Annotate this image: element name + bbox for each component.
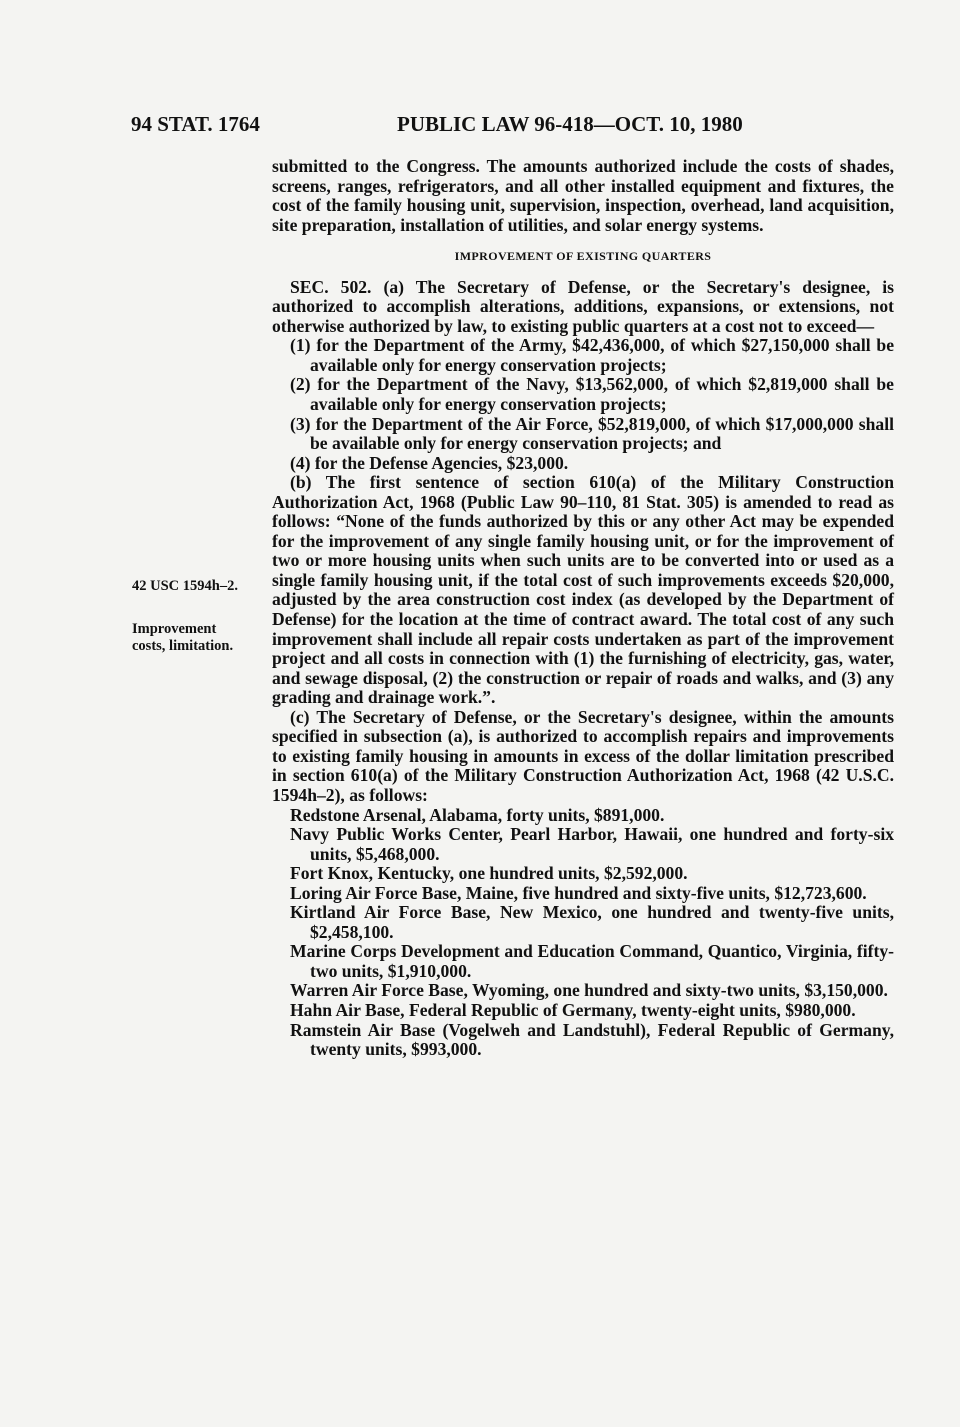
list-item: Warren Air Force Base, Wyoming, one hundred and sixty-two units, $3,150,000. [290, 980, 888, 1001]
list-item: Marine Corps Development and Education Command, Quantico, Virginia, fifty-two units, $1,910,000. [290, 941, 894, 981]
list-item: Loring Air Force Base, Maine, five hundred and sixty-five units, $12,723,600. [290, 882, 867, 903]
sec-502-c: (c) The Secretary of Defense, or the Secretary's designee, within the amounts specified in subsection (a), is authorized to accomplish repairs and improvements to existing family housing in amounts in excess of the dollar limitation prescribed in section 610(a) of the Military Construction Authorization Act, 1968 (42 U.S.C. 1594h–2), as follows: [272, 706, 894, 805]
list-item: Navy Public Works Center, Pearl Harbor, Hawaii, one hundred and forty-six units, $5,468,000. [290, 824, 894, 864]
margin-note-improvement [132, 621, 262, 655]
list-item: Ramstein Air Base (Vogelweh and Landstuhl), Federal Republic of Germany, twenty units, $993,000. [290, 1019, 894, 1060]
public-law-title: PUBLIC LAW 96-418—OCT. 10, 1980 [397, 112, 743, 136]
margin-note-usc: 42 USC 1594h–2. [132, 578, 238, 594]
list-item: (3) for the Department of the Air Force, $52,819,000, of which $17,000,000 shall be available only for energy conservation projects; and [290, 413, 894, 454]
body-text [272, 157, 894, 1060]
sec-502-b: (b) The first sentence of section 610(a) of the Military Construction Authorization Act, 1968 (Public Law 90–110, 81 Stat. 305) is amended to read as follows: “None of the funds authorized by this or any other Act may be expended for the improvement of any single family housing unit, or for the improvement of two or more housing units when such units are to be converted into or used as a single family housing unit, if the total cost of such improvements exceeds $20,000, adjusted by the area construction cost index (as developed by the Department of Defense) for the location at the time of contract award. The total cost of any such improvement shall include all repair costs undertaken as part of the improvement project and all costs in connection with (1) the furnishing of electricity, gas, water, and sewage disposal, (2) the construction or repair of roads and walks, and (3) any grading and drainage work.”. [272, 472, 894, 708]
sec-502-a: SEC. 502. (a) The Secretary of Defense, or the Secretary's designee, is authorized to accomplish alterations, additions, expansions, or extensions, not otherwise authorized by law, to existing public quarters at a cost not to exceed— [272, 276, 894, 336]
list-item: (4) for the Defense Agencies, $23,000. [290, 452, 569, 473]
section-heading: IMPROVEMENT OF EXISTING QUARTERS [454, 249, 712, 264]
margin-note-line: Improvement [132, 621, 217, 637]
list-item: Kirtland Air Force Base, New Mexico, one hundred and twenty-five units, $2,458,100. [290, 902, 894, 942]
opening-paragraph: submitted to the Congress. The amounts authorized include the costs of shades, screens, ranges, refrigerators, and all other installed equipment and fixtures, the cost of the family housing unit, supervision, inspection, overhead, land acquisition, site preparation, installation of utilities, and solar energy systems. [272, 156, 894, 235]
list-item: Hahn Air Base, Federal Republic of Germany, twenty-eight units, $980,000. [290, 999, 856, 1020]
list-item: Redstone Arsenal, Alabama, forty units, $891,000. [290, 804, 665, 825]
list-item: (2) for the Department of the Navy, $13,562,000, of which $2,819,000 shall be available only for energy conservation projects; [290, 374, 894, 415]
statute-citation: 94 STAT. 1764 [131, 112, 260, 136]
list-item: (1) for the Department of the Army, $42,436,000, of which $27,150,000 shall be available only for energy conservation projects; [290, 335, 894, 375]
margin-note-line: costs, limitation. [132, 638, 234, 654]
list-item: Fort Knox, Kentucky, one hundred units, $2,592,000. [290, 863, 688, 884]
